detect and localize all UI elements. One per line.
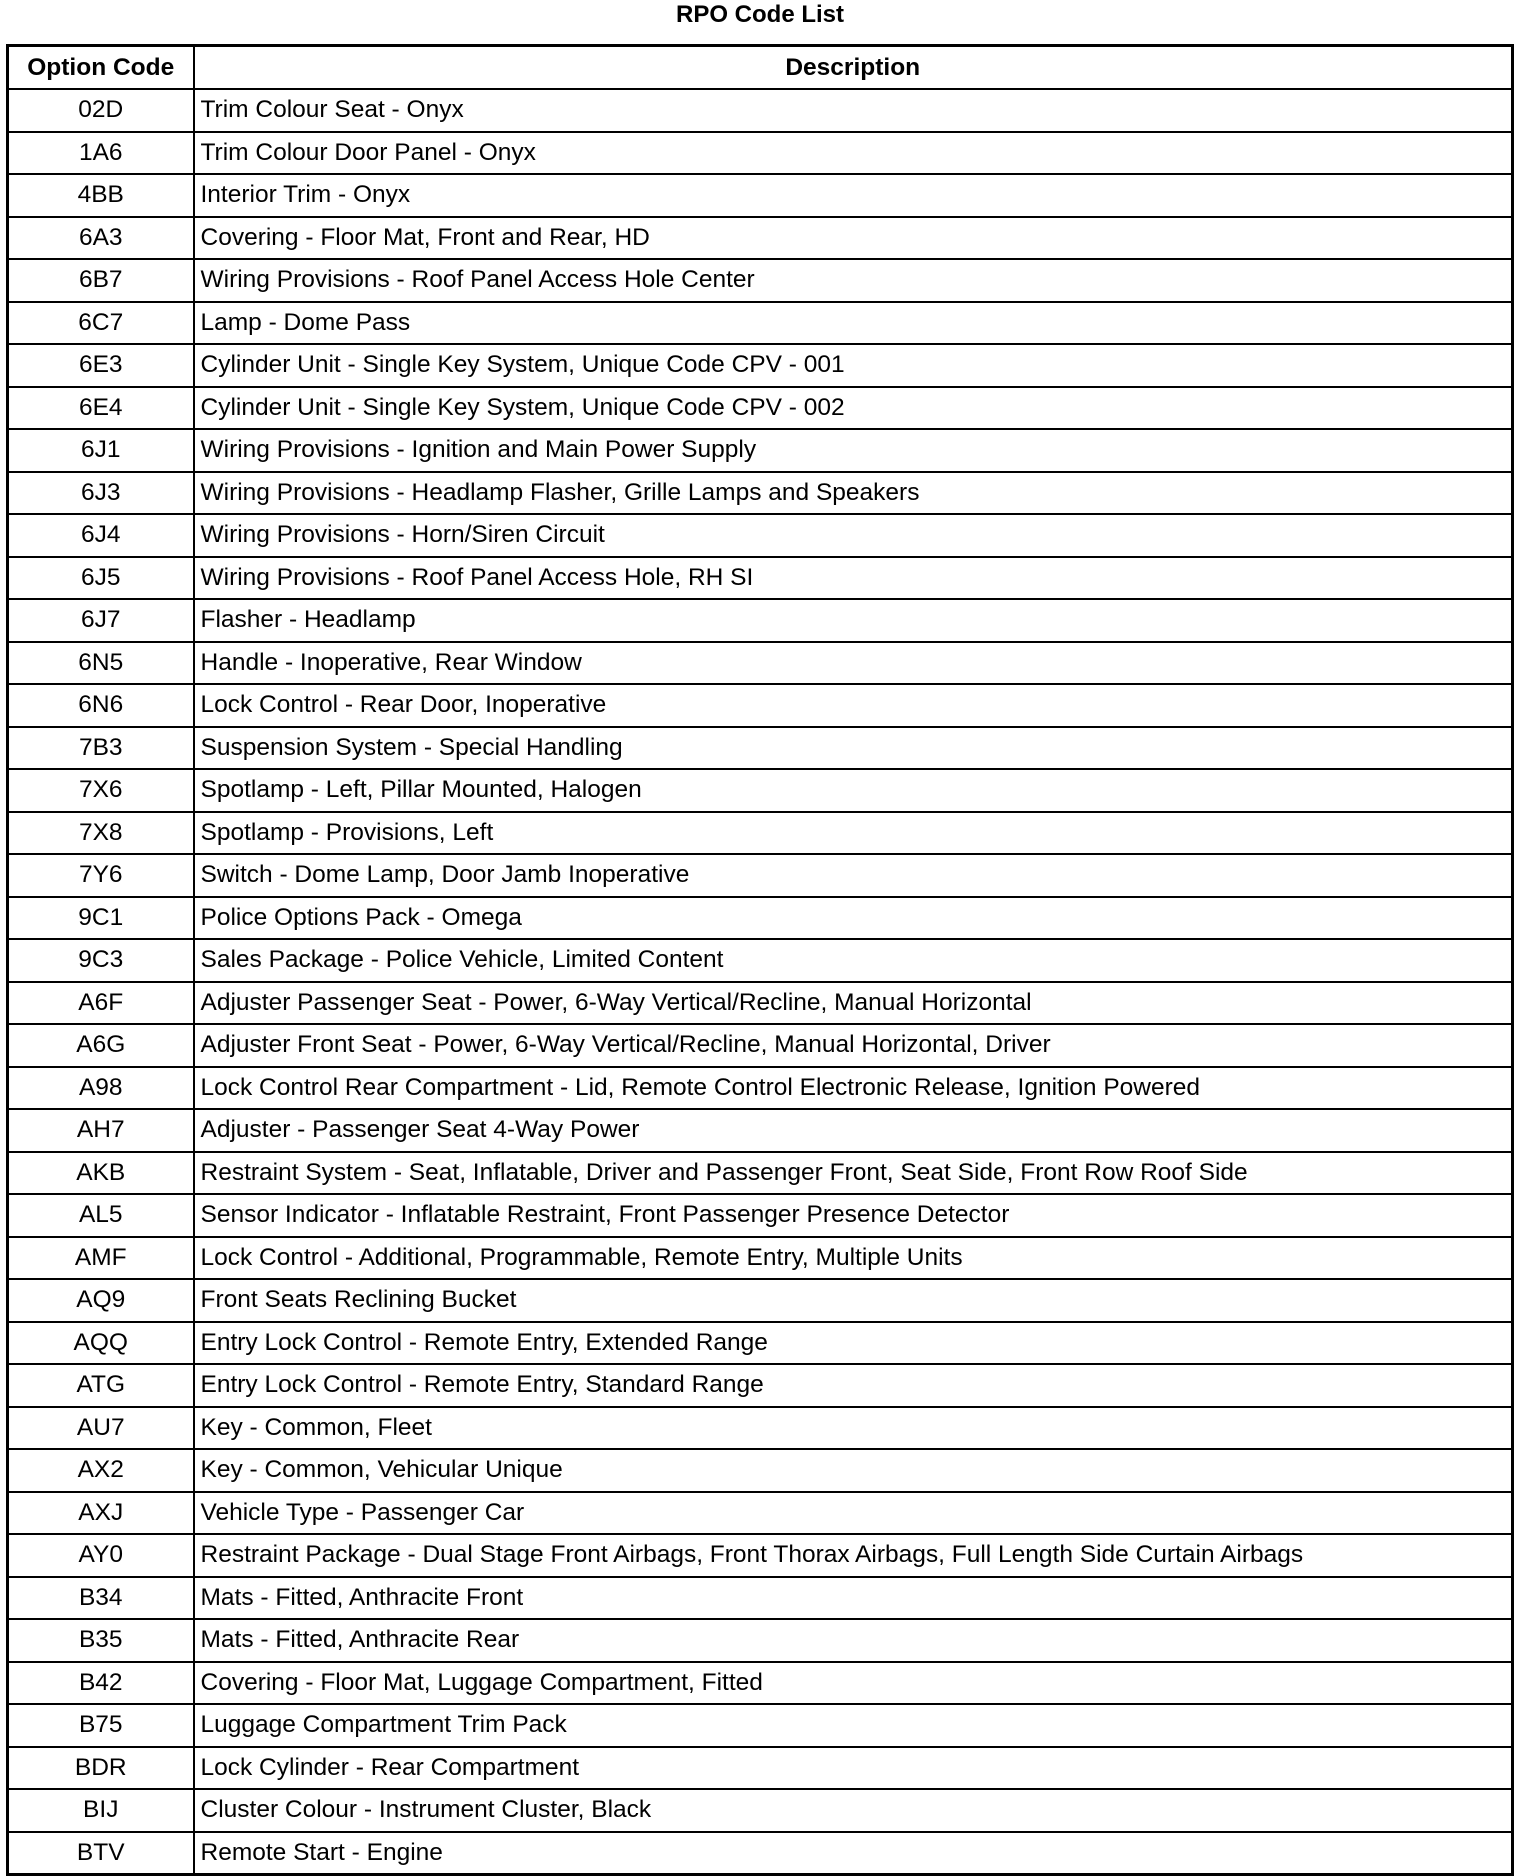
- table-row: [8, 89, 1513, 132]
- option-code-cell: AL5: [8, 1194, 194, 1237]
- description-cell: Police Options Pack - Omega: [194, 897, 1513, 940]
- option-code-cell: 1A6: [8, 132, 194, 175]
- table-row: [8, 642, 1513, 685]
- table-row: [8, 1024, 1513, 1067]
- option-code-cell: 6E3: [8, 344, 194, 387]
- option-code-cell: 9C3: [8, 939, 194, 982]
- option-code-cell: 6C7: [8, 302, 194, 345]
- rpo-code-table: [6, 44, 1514, 1876]
- description-cell: Wiring Provisions - Roof Panel Access Hole, RH SI: [194, 557, 1513, 600]
- table-row: [8, 854, 1513, 897]
- option-code-cell: 6J7: [8, 599, 194, 642]
- table-row: [8, 812, 1513, 855]
- description-cell: Spotlamp - Provisions, Left: [194, 812, 1513, 855]
- option-code-cell: A6G: [8, 1024, 194, 1067]
- option-code-cell: B42: [8, 1662, 194, 1705]
- table-header-row: [8, 46, 1513, 90]
- description-cell: Sales Package - Police Vehicle, Limited Content: [194, 939, 1513, 982]
- table-row: [8, 1662, 1513, 1705]
- option-code-cell: AMF: [8, 1237, 194, 1280]
- table-row: [8, 259, 1513, 302]
- option-code-cell: B75: [8, 1704, 194, 1747]
- description-cell: Remote Start - Engine: [194, 1832, 1513, 1875]
- option-code-cell: 02D: [8, 89, 194, 132]
- option-code-cell: 7B3: [8, 727, 194, 770]
- table-row: [8, 599, 1513, 642]
- description-cell: Wiring Provisions - Horn/Siren Circuit: [194, 514, 1513, 557]
- description-cell: Lock Control - Rear Door, Inoperative: [194, 684, 1513, 727]
- description-cell: Key - Common, Fleet: [194, 1407, 1513, 1450]
- description-cell: Sensor Indicator - Inflatable Restraint, Front Passenger Presence Detector: [194, 1194, 1513, 1237]
- description-cell: Adjuster Passenger Seat - Power, 6-Way Vertical/Recline, Manual Horizontal: [194, 982, 1513, 1025]
- option-code-cell: AU7: [8, 1407, 194, 1450]
- description-cell: Trim Colour Seat - Onyx: [194, 89, 1513, 132]
- description-cell: Adjuster Front Seat - Power, 6-Way Vertical/Recline, Manual Horizontal, Driver: [194, 1024, 1513, 1067]
- table-row: [8, 1449, 1513, 1492]
- option-code-cell: AQ9: [8, 1279, 194, 1322]
- option-code-cell: AX2: [8, 1449, 194, 1492]
- option-code-cell: BDR: [8, 1747, 194, 1790]
- table-row: [8, 1067, 1513, 1110]
- table-row: [8, 1407, 1513, 1450]
- option-code-cell: AKB: [8, 1152, 194, 1195]
- table-row: [8, 939, 1513, 982]
- table-row: [8, 387, 1513, 430]
- description-header: Description: [194, 46, 1513, 90]
- option-code-cell: A6F: [8, 982, 194, 1025]
- option-code-cell: BTV: [8, 1832, 194, 1875]
- description-cell: Cylinder Unit - Single Key System, Unique Code CPV - 001: [194, 344, 1513, 387]
- description-cell: Mats - Fitted, Anthracite Rear: [194, 1619, 1513, 1662]
- description-cell: Front Seats Reclining Bucket: [194, 1279, 1513, 1322]
- table-row: [8, 1152, 1513, 1195]
- option-code-cell: 6J1: [8, 429, 194, 472]
- option-code-cell: A98: [8, 1067, 194, 1110]
- description-cell: Lock Control - Additional, Programmable, Remote Entry, Multiple Units: [194, 1237, 1513, 1280]
- table-row: [8, 132, 1513, 175]
- option-code-cell: ATG: [8, 1364, 194, 1407]
- option-code-cell: 7Y6: [8, 854, 194, 897]
- description-cell: Handle - Inoperative, Rear Window: [194, 642, 1513, 685]
- option-code-cell: 6B7: [8, 259, 194, 302]
- description-cell: Luggage Compartment Trim Pack: [194, 1704, 1513, 1747]
- option-code-cell: 6N5: [8, 642, 194, 685]
- table-row: [8, 1704, 1513, 1747]
- option-code-cell: 9C1: [8, 897, 194, 940]
- description-cell: Wiring Provisions - Headlamp Flasher, Grille Lamps and Speakers: [194, 472, 1513, 515]
- table-body: [8, 89, 1513, 1875]
- description-cell: Wiring Provisions - Roof Panel Access Hole Center: [194, 259, 1513, 302]
- description-cell: Restraint Package - Dual Stage Front Airbags, Front Thorax Airbags, Full Length Side Curtain Airbags: [194, 1534, 1513, 1577]
- description-cell: Trim Colour Door Panel - Onyx: [194, 132, 1513, 175]
- description-cell: Vehicle Type - Passenger Car: [194, 1492, 1513, 1535]
- option-code-cell: 6N6: [8, 684, 194, 727]
- description-cell: Spotlamp - Left, Pillar Mounted, Halogen: [194, 769, 1513, 812]
- table-row: [8, 1747, 1513, 1790]
- table-row: [8, 557, 1513, 600]
- description-cell: Switch - Dome Lamp, Door Jamb Inoperative: [194, 854, 1513, 897]
- description-cell: Restraint System - Seat, Inflatable, Driver and Passenger Front, Seat Side, Front Row Roof Side: [194, 1152, 1513, 1195]
- table-row: [8, 217, 1513, 260]
- description-cell: Entry Lock Control - Remote Entry, Standard Range: [194, 1364, 1513, 1407]
- table-row: [8, 472, 1513, 515]
- table-row: [8, 769, 1513, 812]
- table-row: [8, 174, 1513, 217]
- description-cell: Lock Cylinder - Rear Compartment: [194, 1747, 1513, 1790]
- description-cell: Covering - Floor Mat, Luggage Compartment, Fitted: [194, 1662, 1513, 1705]
- option-code-cell: 6J3: [8, 472, 194, 515]
- description-cell: Lamp - Dome Pass: [194, 302, 1513, 345]
- table-row: [8, 302, 1513, 345]
- table-row: [8, 897, 1513, 940]
- option-code-cell: 7X6: [8, 769, 194, 812]
- table-row: [8, 1279, 1513, 1322]
- table-row: [8, 684, 1513, 727]
- description-cell: Suspension System - Special Handling: [194, 727, 1513, 770]
- table-row: [8, 429, 1513, 472]
- table-row: [8, 514, 1513, 557]
- option-code-cell: 6J5: [8, 557, 194, 600]
- option-code-cell: B35: [8, 1619, 194, 1662]
- option-code-cell: AH7: [8, 1109, 194, 1152]
- description-cell: Lock Control Rear Compartment - Lid, Remote Control Electronic Release, Ignition Powered: [194, 1067, 1513, 1110]
- table-row: [8, 1832, 1513, 1875]
- table-row: [8, 1492, 1513, 1535]
- option-code-header: Option Code: [8, 46, 194, 90]
- table-row: [8, 1194, 1513, 1237]
- table-row: [8, 1109, 1513, 1152]
- description-cell: Interior Trim - Onyx: [194, 174, 1513, 217]
- table-row: [8, 1534, 1513, 1577]
- option-code-cell: B34: [8, 1577, 194, 1620]
- option-code-cell: 4BB: [8, 174, 194, 217]
- option-code-cell: BIJ: [8, 1789, 194, 1832]
- table-row: [8, 1619, 1513, 1662]
- page-title: RPO Code List: [675, 1, 844, 28]
- description-cell: Wiring Provisions - Ignition and Main Power Supply: [194, 429, 1513, 472]
- option-code-cell: 7X8: [8, 812, 194, 855]
- table-row: [8, 344, 1513, 387]
- description-cell: Key - Common, Vehicular Unique: [194, 1449, 1513, 1492]
- table-row: [8, 1577, 1513, 1620]
- description-cell: Cylinder Unit - Single Key System, Unique Code CPV - 002: [194, 387, 1513, 430]
- table-row: [8, 1789, 1513, 1832]
- description-cell: Flasher - Headlamp: [194, 599, 1513, 642]
- description-cell: Adjuster - Passenger Seat 4-Way Power: [194, 1109, 1513, 1152]
- option-code-cell: AY0: [8, 1534, 194, 1577]
- table-row: [8, 727, 1513, 770]
- table-row: [8, 1364, 1513, 1407]
- table-row: [8, 1322, 1513, 1365]
- description-cell: Covering - Floor Mat, Front and Rear, HD: [194, 217, 1513, 260]
- description-cell: Cluster Colour - Instrument Cluster, Black: [194, 1789, 1513, 1832]
- table-row: [8, 1237, 1513, 1280]
- option-code-cell: 6A3: [8, 217, 194, 260]
- option-code-cell: AQQ: [8, 1322, 194, 1365]
- option-code-cell: 6J4: [8, 514, 194, 557]
- option-code-cell: AXJ: [8, 1492, 194, 1535]
- description-cell: Entry Lock Control - Remote Entry, Extended Range: [194, 1322, 1513, 1365]
- table-row: [8, 982, 1513, 1025]
- description-cell: Mats - Fitted, Anthracite Front: [194, 1577, 1513, 1620]
- option-code-cell: 6E4: [8, 387, 194, 430]
